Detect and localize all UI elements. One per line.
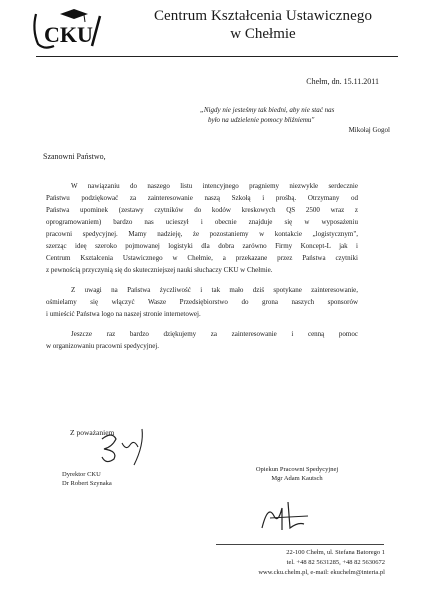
footer-contact	[258, 548, 385, 578]
director-stamp	[62, 470, 112, 488]
quote-line: było na udzielenie pomocy bliźniemu"	[208, 116, 315, 124]
body-line: ośmielamy się włączyć Wasze Przedsiębiorstwo do grona naszych sponsorów	[46, 298, 358, 306]
header-rule	[36, 56, 398, 57]
body-line: w organizowaniu pracowni spedycyjnej.	[46, 342, 160, 350]
svg-text:CKU: CKU	[44, 22, 93, 47]
footer-rule	[216, 544, 384, 545]
body-line: Państwa upominek (zestawy czytników do kodów kreskowych QS 2500 wraz z	[46, 206, 358, 214]
closing-phrase: Z poważaniem	[70, 428, 115, 437]
letter-body	[46, 180, 358, 352]
letter-date: Chełm, dn. 15.11.2011	[306, 77, 379, 86]
body-line: W nawiązaniu do naszego listu intencyjnego pragniemy niezwykle serdecznie	[71, 182, 358, 190]
body-line: Jeszcze raz bardzo dziękujemy za zainteresowanie i cenną pomoc	[71, 330, 358, 338]
body-line: szerząc ideę szeroko pojmowanej logistyki dla dobra zarówno Firmy Koncept-L jak i	[46, 242, 358, 250]
body-line: z pewnością przyczynią się do skuteczniejszej nauki słuchaczy CKU w Chełmie.	[46, 266, 273, 274]
org-name-line2: w Chełmie	[230, 26, 296, 42]
body-line: Państwu podziękować za zainteresowanie naszą Szkołą i prośbą. Otrzymany od	[46, 194, 358, 202]
signatory-name: Dr Robert Szynaka	[62, 480, 112, 487]
body-line: i umieścić Państwa logo na naszej stronie internetowej.	[46, 310, 201, 318]
supervisor-stamp	[232, 465, 362, 483]
signatory-title: Opiekun Pracowni Spedycyjnej	[255, 466, 339, 473]
director-signature	[72, 425, 162, 467]
paragraph-gap	[46, 320, 358, 328]
body-line: pracowni spedycyjnej. Mamy nadzieję, że pozostaniemy w kontakcie „logistycznym",	[46, 230, 358, 238]
body-line: Z uwagi na Państwa życzliwość i tak mało dziś spotykane zainteresowanie,	[71, 286, 358, 294]
signatory-name: Mgr Adam Kautsch	[271, 475, 323, 482]
quote-author: Mikołaj Gogol	[348, 126, 390, 134]
epigraph-quote	[200, 105, 400, 135]
footer-web: www.cku.chelm.pl, e-mail: ekuchelm@interia.pl	[258, 569, 385, 576]
salutation: Szanowni Państwo,	[43, 152, 106, 161]
cku-logo	[30, 8, 120, 52]
signatory-title: Dyrektor CKU	[62, 471, 101, 478]
quote-line: „Nigdy nie jesteśmy tak biedni, aby nie stać nas	[200, 106, 335, 114]
footer-phone: tel. +48 82 5631285, +48 82 5630672	[286, 559, 385, 566]
paragraph-gap	[46, 276, 358, 284]
supervisor-signature	[248, 494, 328, 534]
body-line: oprogramowaniem) bardzo nas ucieszył i obecnie znajduje się w wyposażeniu	[46, 218, 358, 226]
body-line: Centrum Kształcenia Ustawicznego w Chełmie, a przekazane przez Państwa czytniki	[46, 254, 358, 262]
footer-address: 22-100 Chełm, ul. Stefana Batorego 1	[286, 549, 385, 556]
org-name-line1: Centrum Kształcenia Ustawicznego	[153, 8, 373, 24]
